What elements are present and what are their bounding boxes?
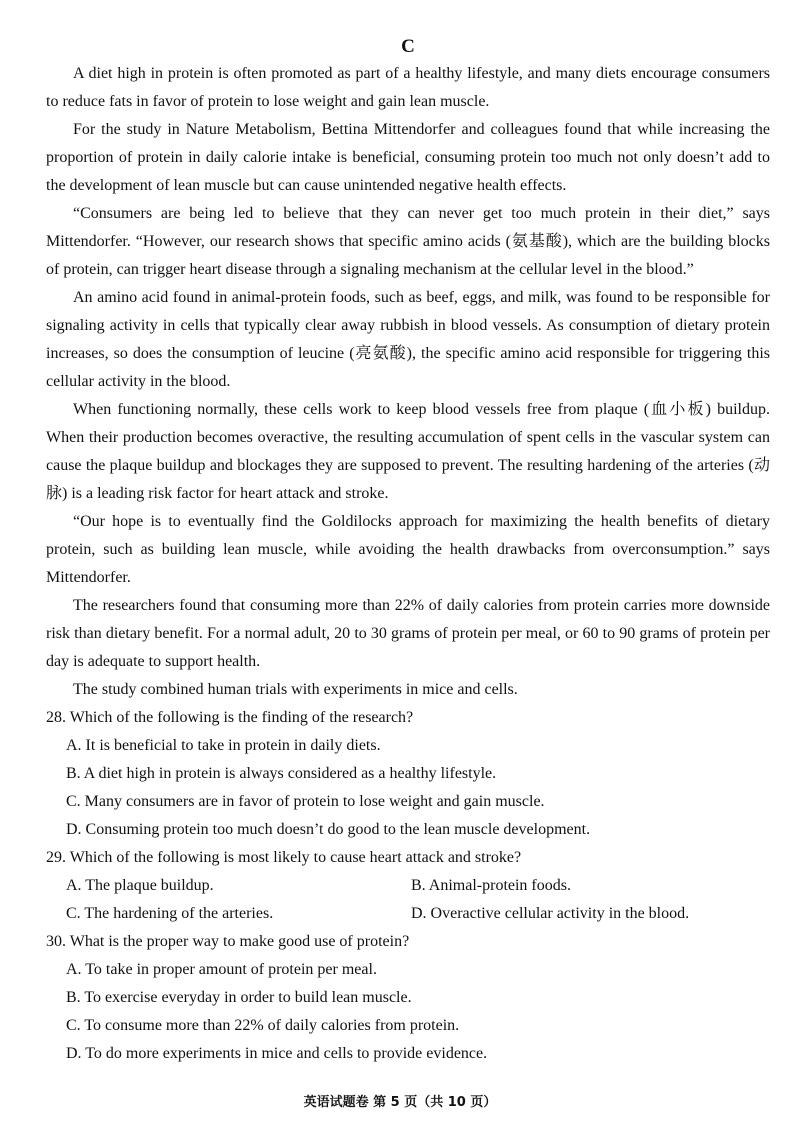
option-b: B. Animal-protein foods. <box>411 877 571 894</box>
option-a: A. It is beneficial to take in protein in daily diets. <box>66 737 381 754</box>
question-stem: 30. What is the proper way to make good use of protein? <box>46 933 410 950</box>
option-b: B. A diet high in protein is always considered as a healthy lifestyle. <box>66 765 497 782</box>
section-title: C <box>401 36 415 57</box>
option-c: C. To consume more than 22% of daily calories from protein. <box>66 1017 460 1034</box>
passage-paragraph-6: “Our hope is to eventually find the Goldilocks approach for maximizing the health benefits of dietary protein, such as building lean muscle, while avoiding the health drawbacks from overconsumption.” says Mittendorfer. <box>46 513 770 586</box>
option-c: C. The hardening of the arteries. <box>66 905 274 922</box>
passage-paragraph-4: An amino acid found in animal-protein foods, such as beef, eggs, and milk, was found to be responsible for signaling activity in cells that typically clear away rubbish in blood vessels. As consumption of dietary protein increases, so does the consumption of leucine (亮氨酸), the specific amino acid responsible for triggering this cellular activity in the blood. <box>46 289 770 390</box>
question-stem: 28. Which of the following is the finding of the research? <box>46 709 414 726</box>
option-c: C. Many consumers are in favor of protein to lose weight and gain muscle. <box>66 793 545 810</box>
question-28 <box>46 704 770 844</box>
reading-passage <box>46 60 770 704</box>
passage-paragraph-8: The study combined human trials with experiments in mice and cells. <box>73 681 518 698</box>
option-d: D. Consuming protein too much doesn’t do good to the lean muscle development. <box>66 821 591 838</box>
passage-paragraph-5: When functioning normally, these cells work to keep blood vessels free from plaque (血小板) buildup. When their production becomes overactive, the resulting accumulation of spent cells in the vascular system can cause the plaque buildup and blockages they are supposed to prevent. The resulting hardening of the arteries (动脉) is a leading risk factor for heart attack and stroke. <box>46 401 770 502</box>
question-stem: 29. Which of the following is most likely to cause heart attack and stroke? <box>46 849 522 866</box>
options-row-2 <box>46 900 770 928</box>
page-footer: 英语试题卷 第 5 页（共 10 页） <box>303 1095 497 1110</box>
passage-paragraph-7: The researchers found that consuming more than 22% of daily calories from protein carries more downside risk than dietary benefit. For a normal adult, 20 to 30 grams of protein per meal, or 60 to 90 grams of protein per day is adequate to support health. <box>46 597 770 670</box>
option-a: A. To take in proper amount of protein per meal. <box>66 961 377 978</box>
option-d: D. Overactive cellular activity in the blood. <box>411 905 690 922</box>
question-29 <box>46 844 770 928</box>
option-b: B. To exercise everyday in order to build lean muscle. <box>66 989 412 1006</box>
passage-paragraph-2: For the study in Nature Metabolism, Bettina Mittendorfer and colleagues found that while increasing the proportion of protein in daily calorie intake is beneficial, consuming protein too much not only doesn’t add to the development of lean muscle but can cause unintended negative health effects. <box>46 121 770 194</box>
question-30 <box>46 928 770 1068</box>
option-d: D. To do more experiments in mice and cells to provide evidence. <box>66 1045 488 1062</box>
passage-paragraph-3: “Consumers are being led to believe that they can never get too much protein in their diet,” says Mittendorfer. “However, our research shows that specific amino acids (氨基酸), which are the building blocks of protein, can trigger heart disease through a signaling mechanism at the cellular level in the blood.” <box>46 205 770 278</box>
option-a: A. The plaque buildup. <box>66 877 214 894</box>
options-row-1 <box>46 872 770 900</box>
passage-paragraph-1: A diet high in protein is often promoted as part of a healthy lifestyle, and many diets encourage consumers to reduce fats in favor of protein to lose weight and gain lean muscle. <box>46 65 770 110</box>
